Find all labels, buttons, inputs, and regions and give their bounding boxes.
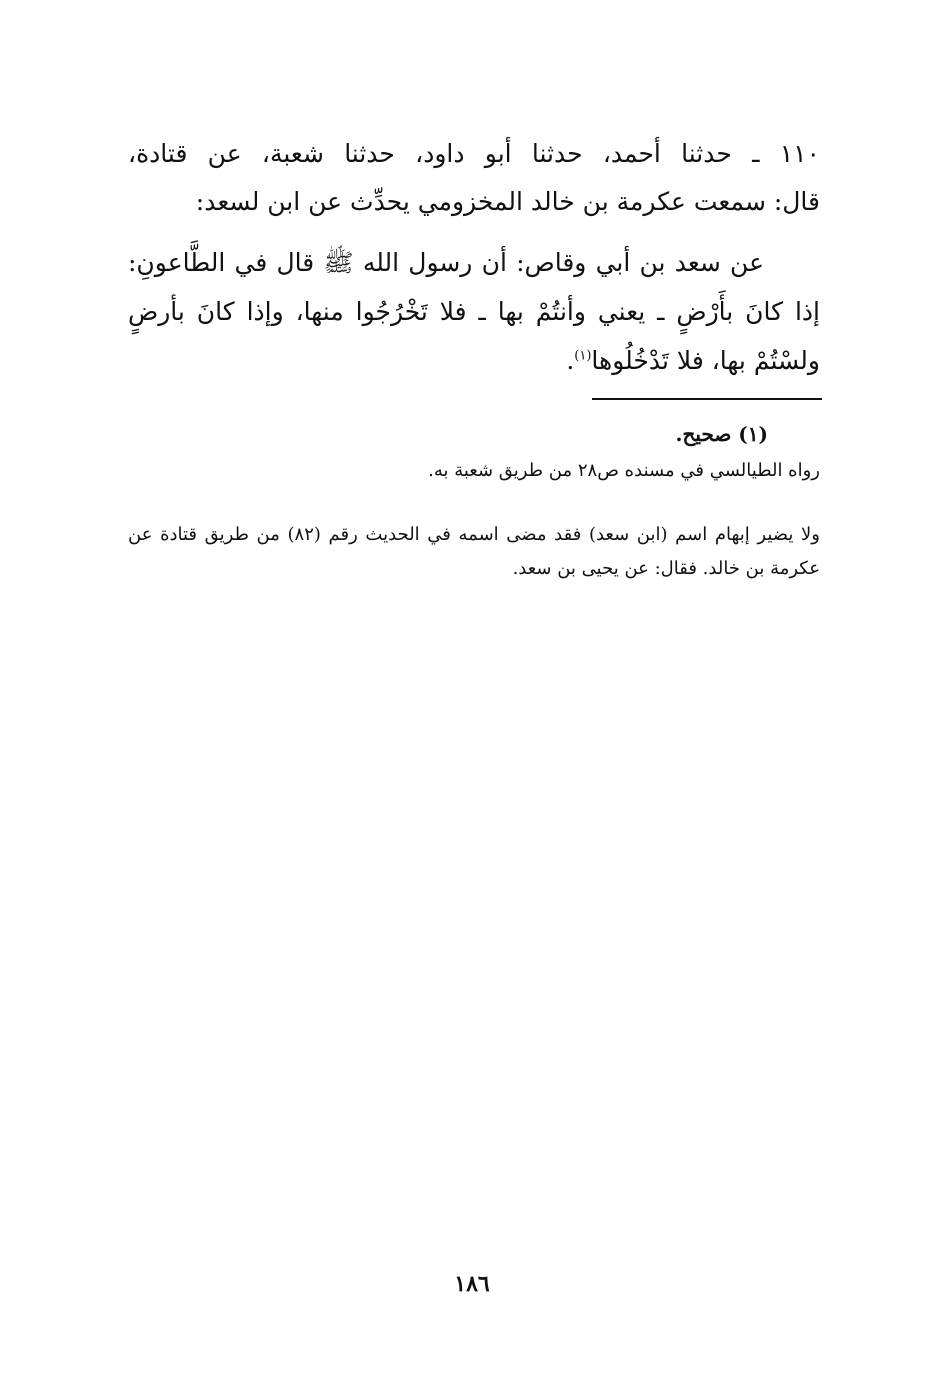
- page-number: ١٨٦: [454, 1271, 490, 1297]
- isnad-line-2: قال: سمعت عكرمة بن خالد المخزومي يحدِّث عن ابن لسعد:: [195, 187, 820, 216]
- footnote-note: ولا يضير إبهام اسم (ابن سعد) فقد مضى اسمه في الحديث رقم (٨٢) من طريق قتادة عن عكرمة بن خالد. فقال: عن يحيى بن سعد.: [128, 524, 820, 579]
- footnote-grade: (١) صحيح.: [675, 422, 768, 446]
- hadith-text: عن سعد بن أبي وقاص: أن رسول الله ﷺ قال في الطَّاعونِ: إذا كانَ بأَرْضٍ ـ يعني وأنتُمْ بها ـ فلا تَخْرُجُوا منها، وإذا كانَ بأرضٍ ولسْتُمْ بها، فلا تَدْخُلُوها$^{(١)}$.: [128, 248, 820, 375]
- footnote-source: رواه الطيالسي في مسنده ص٢٨ من طريق شعبة به.: [428, 460, 820, 481]
- hadith-matn-body: عن سعد بن أبي وقاص: أن رسول الله ﷺ قال في الطَّاعونِ: إذا كانَ بأَرْضٍ ـ يعني وأنتُمْ بها ـ فلا تَخْرُجُوا منها، وإذا كانَ بأرضٍ ولسْتُمْ بها، فلا تَدْخُلُوها: [128, 248, 820, 375]
- footnote-marker: (١): [574, 348, 592, 364]
- hadith-chain-of-narration: [128, 130, 820, 226]
- footnote-separator: [592, 398, 822, 400]
- isnad-line-1: ١١٠ ـ حدثنا أحمد، حدثنا أبو داود، حدثنا شعبة، عن قتادة،: [128, 139, 820, 168]
